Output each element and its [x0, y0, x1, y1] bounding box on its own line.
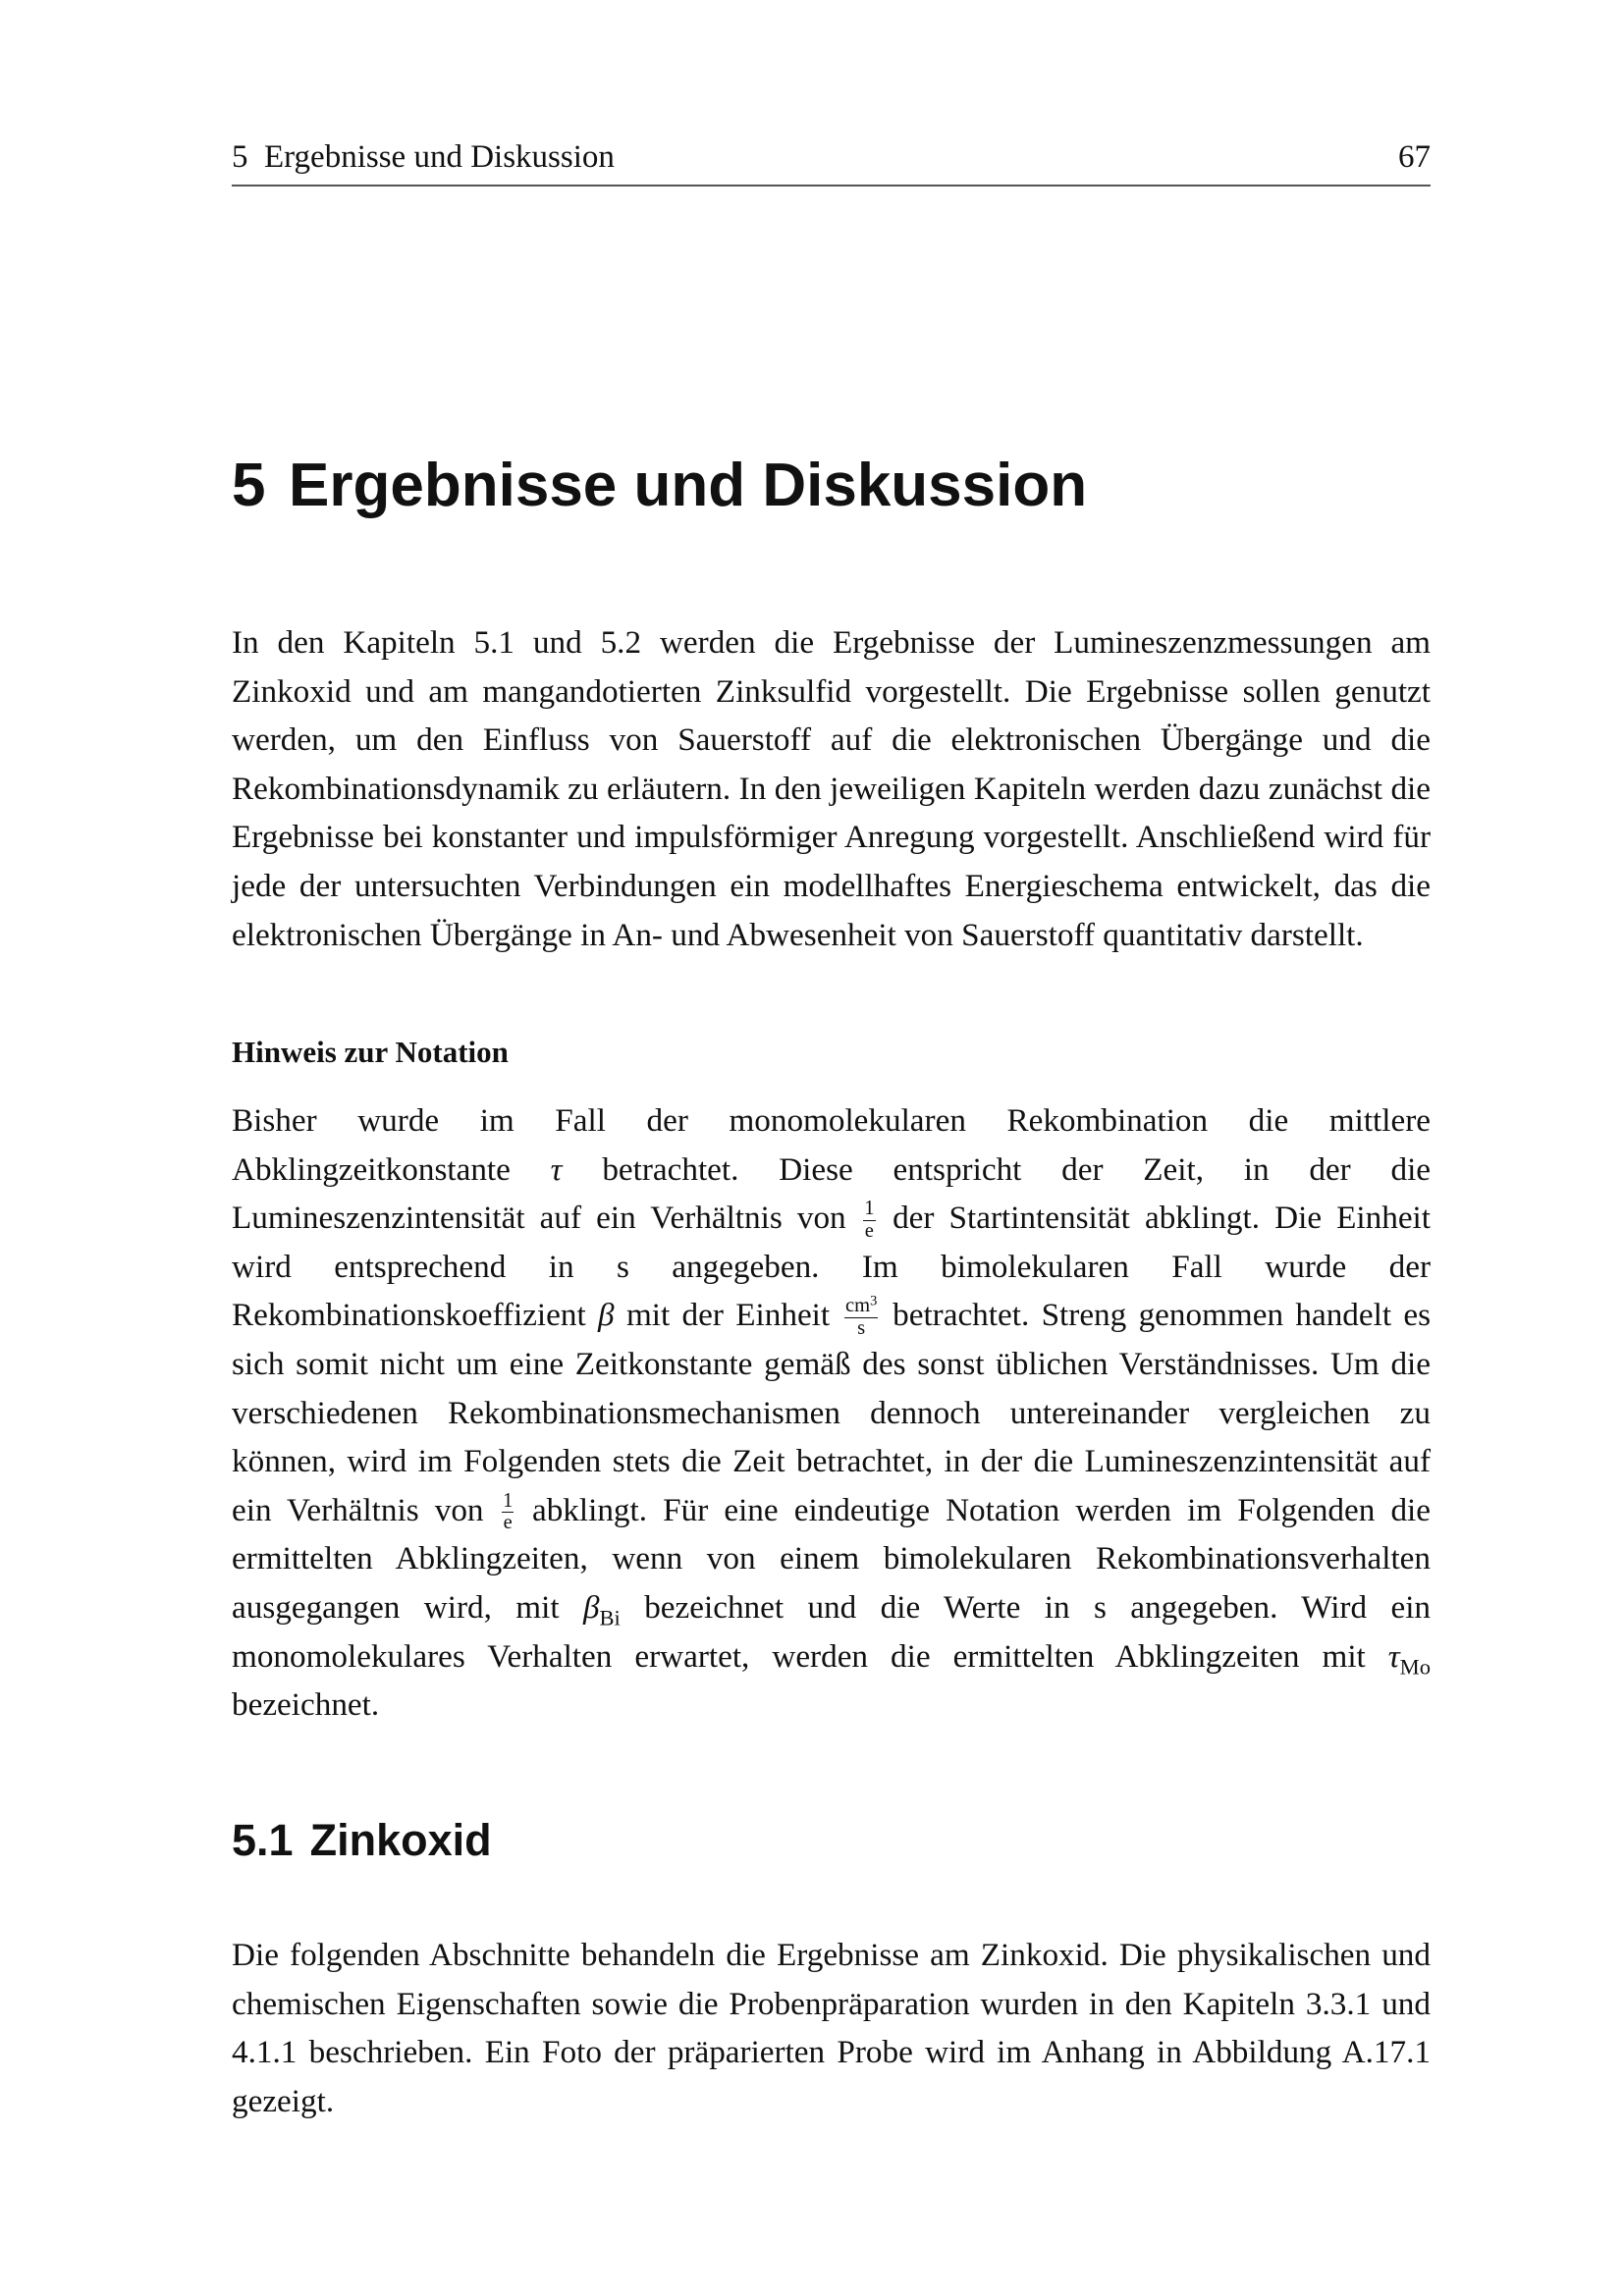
fraction-denominator: e — [864, 1219, 874, 1242]
notation-text-7: bezeichnet und die Werte in s angegeben. Wird ein monomolekulares Verhalten erwartet, werden die ermittelten Abklingzeiten mit — [232, 1588, 1432, 1675]
beta-bi-symbol — [582, 1588, 621, 1630]
running-title: 5 Ergebnisse und Diskussion — [232, 139, 615, 175]
intro-paragraph: In den Kapiteln 5.1 und 5.2 werden die Ergebnisse der Lumineszenzmessungen am Zinkoxid und am mangandotierten Zinksulfid vorgestellt. Die Ergebnisse sollen genutzt werden, um den Einfluss von Sauerstoff auf die elektronischen Übergänge und die Rekombinationsdynamik zu erläutern. In den jeweiligen Kapiteln werden dazu zunächst die Ergebnisse bei konstanter und impulsförmiger Anregung vorgestellt. Anschließend wird für jede der untersuchten Verbindungen ein modellhaftes Energieschema entwickelt, das die elektronischen Übergänge in An- und Abwesenheit von Sauerstoff quantitativ darstellt. — [232, 624, 1431, 953]
notation-text-4: mit der Einheit — [625, 1297, 831, 1334]
page-number: 67 — [1398, 139, 1431, 175]
section-title — [232, 1811, 492, 1870]
notation-text-1: Bisher wurde im Fall der monomolekularen Rekombination die mittlere Abklingzeitkonstante — [232, 1102, 1431, 1188]
running-header — [232, 135, 1431, 187]
fraction-denominator-2: e — [503, 1512, 513, 1534]
section-title-text: Zinkoxid — [309, 1815, 492, 1865]
notation-heading: Hinweis zur Notation — [232, 1035, 509, 1069]
tau-symbol: τ — [550, 1150, 563, 1188]
fraction-one-over-e-2 — [502, 1491, 514, 1534]
beta-bi-subscript: Bi — [599, 1605, 621, 1630]
document-page — [232, 0, 1431, 2296]
fraction-numerator: 1 — [864, 1198, 875, 1220]
tau-mo-symbol — [1387, 1637, 1432, 1680]
beta-bi-base: β — [582, 1588, 600, 1626]
notation-paragraph — [232, 1096, 1431, 1730]
section-paragraph: Die folgenden Abschnitte behandeln die Ergebnisse am Zinkoxid. Die physikalischen und chemischen Eigenschaften sowie die Probenpräparation wurden in den Kapiteln 3.3.1 und 4.1.1 beschrieben. Ein Foto der präparierten Probe wird im Anhang in Abbildung A.17.1 gezeigt. — [232, 1937, 1431, 2119]
unit-numerator — [844, 1293, 878, 1318]
unit-denominator: s — [857, 1317, 866, 1340]
beta-symbol: β — [598, 1297, 615, 1334]
notation-text-6: abklingt. Für eine eindeutige Notation werden im Folgenden die ermittelten Abklingzeiten, wenn von einem bimolekularen Rekombinationsverhalten ausgegangen wird, mit — [232, 1491, 1431, 1626]
fraction-numerator-2: 1 — [503, 1489, 514, 1512]
notation-text-8: bezeichnet. — [232, 1686, 380, 1724]
chapter-title — [232, 447, 1087, 525]
notation-text-3: der Startintensität abklingt. Die Einheit wird entsprechend in s angegeben. Im bimolekularen Fall wurde der Rekombinationskoeffizient — [232, 1200, 1431, 1334]
notation-text-5: betrachtet. Streng genommen handelt es sich somit nicht um eine Zeitkonstante gemäß des sonst üblichen Verständnisses. Um die verschiedenen Rekombinationsmechanismen dennoch untereinander vergleichen zu können, wird im Folgenden stets die Zeit betrachtet, in der die Lumineszenzintensität auf ein Verhältnis von — [232, 1297, 1432, 1528]
unit-numerator-base: cm — [844, 1295, 871, 1317]
notation-text-2: betrachtet. Diese entspricht der Zeit, in der die Lumineszenzintensität auf ein Verhältnis von — [232, 1150, 1432, 1237]
fraction-one-over-e — [863, 1199, 875, 1242]
unit-exponent: 3 — [870, 1293, 878, 1309]
chapter-number: 5 — [232, 452, 266, 519]
unit-fraction — [844, 1293, 878, 1340]
chapter-title-text: Ergebnisse und Diskussion — [289, 452, 1088, 519]
section-number: 5.1 — [232, 1815, 294, 1865]
tau-mo-subscript: Mo — [1399, 1654, 1432, 1680]
tau-mo-base: τ — [1387, 1637, 1400, 1675]
